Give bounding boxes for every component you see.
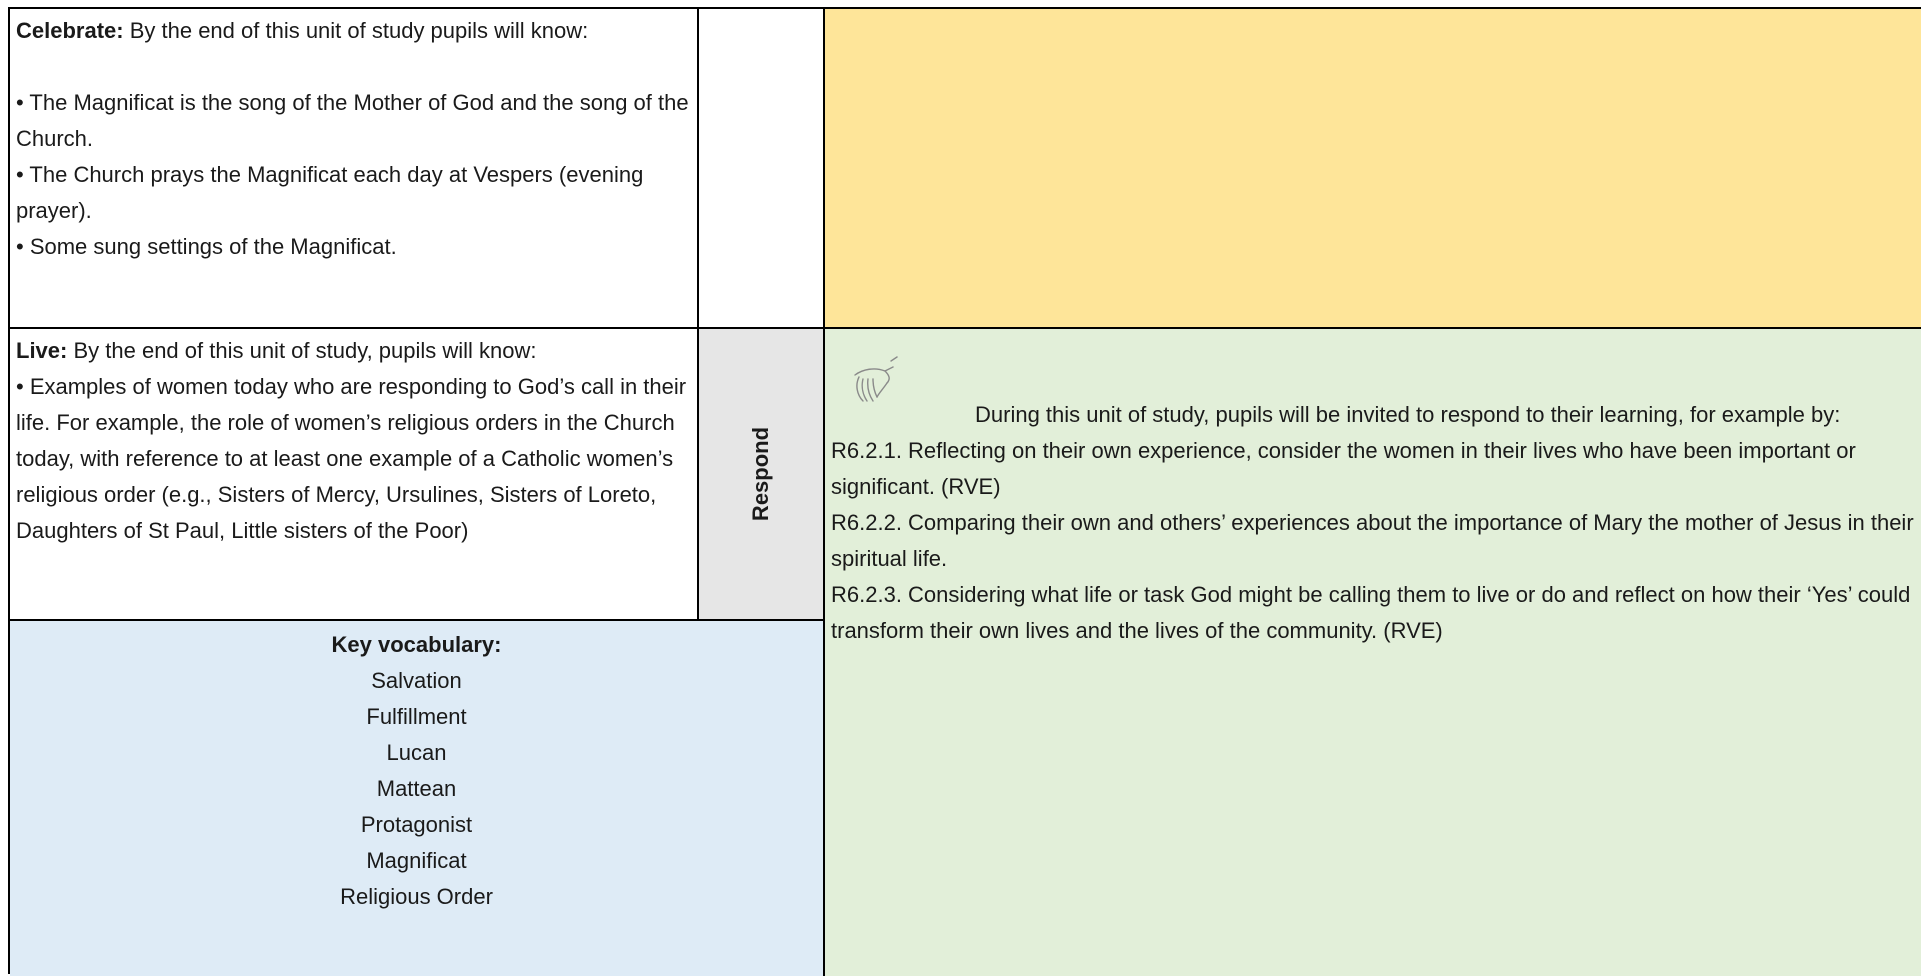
celebrate-bullet: • The Magnificat is the song of the Mother of God and the song of the Church. [16,90,689,151]
respond-item: R6.2.3. Considering what life or task God might be calling them to live or do and reflect on how their ‘Yes’ could transform their own lives and the lives of the community. (RVE) [831,582,1911,643]
vocabulary-word: Protagonist [360,812,473,837]
celebrate-bullet: • The Church prays the Magnificat each day at Vespers (evening prayer). [16,162,644,223]
vocabulary-word: Mattean [376,776,457,801]
celebrate-heading: Celebrate: [16,18,124,43]
vocabulary-word: Magnificat [366,848,467,873]
respond-item: R6.2.2. Comparing their own and others’ experiences about the importance of Mary the mother of Jesus in their spiritual life. [831,510,1914,571]
spacer [16,49,691,85]
live-cell [10,329,699,621]
respond-item: R6.2.1. Reflecting on their own experience, consider the women in their lives who have been important or significant. (RVE) [831,438,1856,499]
live-heading: Live: [16,338,68,363]
vocabulary-word: Salvation [371,668,462,693]
respond-label: Respond [748,426,773,522]
celebrate-bullet: • Some sung settings of the Magnificat. [16,234,397,259]
vocabulary-word: Fulfillment [366,704,467,729]
celebrate-intro: By the end of this unit of study pupils will know: [123,18,589,43]
celebrate-side-cell [699,9,825,329]
respond-label-cell [699,329,825,621]
respond-panel [825,329,1921,976]
live-bullet: • Examples of women today who are responding to God’s call in their life. For example, the role of women’s religious orders in the Church today, with reference to at least one example of a Catholic women’s religious order (e.g., Sisters of Mercy, Ursulines, Sisters of Loreto, Daughters of St Paul, Little sisters of the Poor) [16,374,687,543]
vocabulary-word: Religious Order [340,884,493,909]
vocabulary-cell [10,621,825,976]
curriculum-table [8,7,1921,974]
celebrate-cell [10,9,699,329]
live-intro: By the end of this unit of study, pupils will know: [67,338,537,363]
vocabulary-heading: Key vocabulary: [331,632,502,657]
respond-intro: During this unit of study, pupils will be invited to respond to their learning, for example by: [975,402,1841,427]
celebrate-notes-panel [825,9,1921,329]
vocabulary-word: Lucan [386,740,447,765]
